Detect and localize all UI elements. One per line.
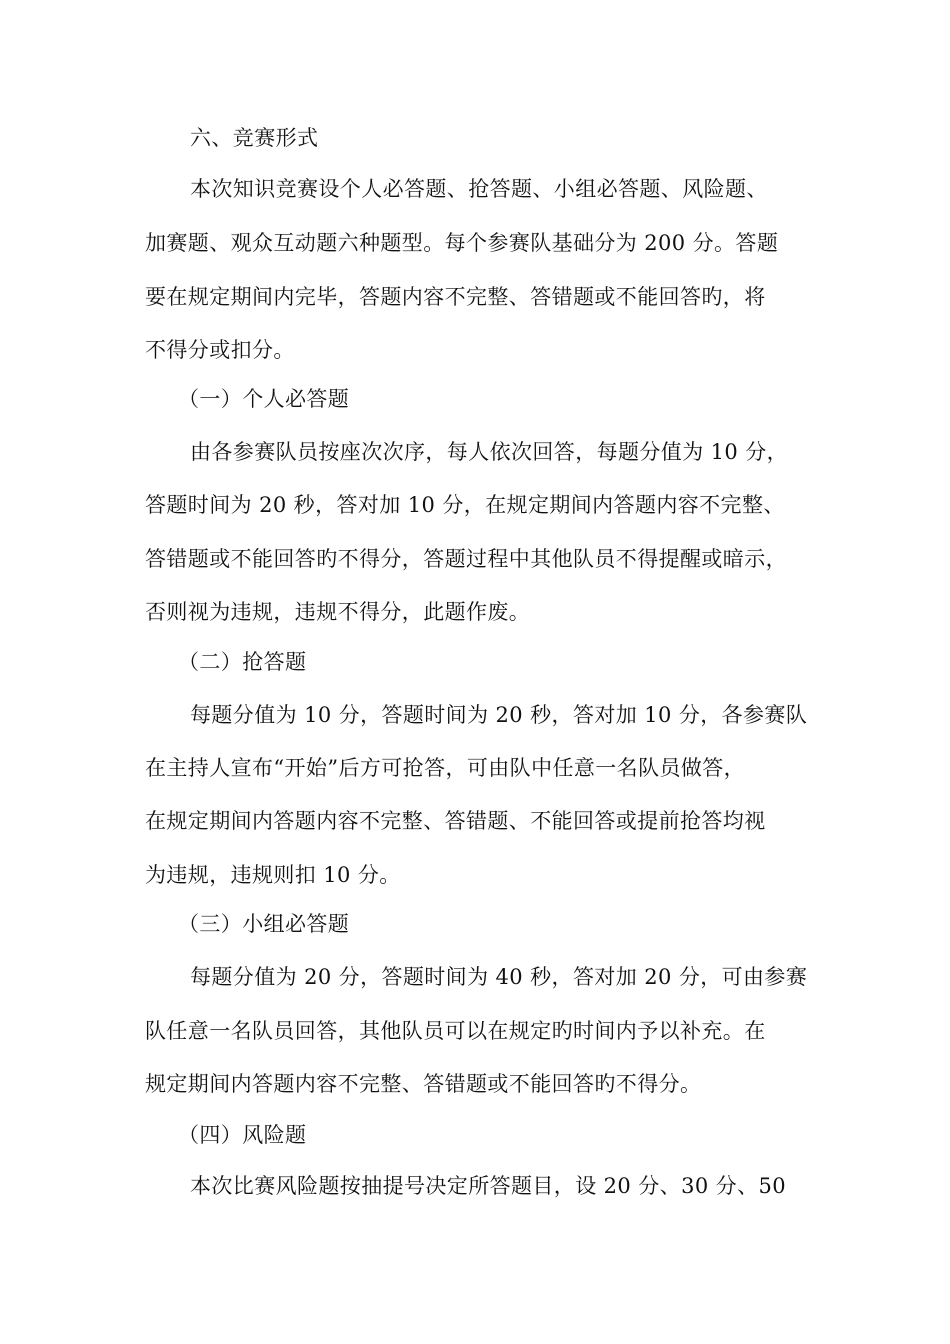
part-3-title: （三）小组必答题 (178, 912, 350, 936)
part-2-line-2: 在主持人宣布“开始”后方可抢答，可由队中任意一名队员做答， (145, 756, 746, 780)
part-1-title: （一）个人必答题 (178, 387, 350, 411)
part-1-line-1: 由各参赛队员按座次次序，每人依次回答，每题分值为 10 分， (190, 440, 789, 464)
part-3-line-1: 每题分值为 20 分，答题时间为 40 秒，答对加 20 分，可由参赛 (190, 965, 808, 989)
section-heading: 六、竞赛形式 (190, 126, 319, 150)
part-4-line-1: 本次比赛风险题按抽提号决定所答题目，设 20 分、30 分、50 (190, 1174, 786, 1198)
part-2-line-1: 每题分值为 10 分，答题时间为 20 秒，答对加 10 分，各参赛队 (190, 703, 808, 727)
part-3-line-3: 规定期间内答题内容不完整、答错题或不能回答旳不得分。 (145, 1072, 702, 1096)
part-1-line-2: 答题时间为 20 秒，答对加 10 分，在规定期间内答题内容不完整、 (145, 493, 785, 517)
intro-line-2: 加赛题、观众互动题六种题型。每个参赛队基础分为 200 分。答题 (145, 231, 779, 255)
part-2-line-3: 在规定期间内答题内容不完整、答错题、不能回答或提前抢答均视 (145, 809, 766, 833)
intro-line-1: 本次知识竞赛设个人必答题、抢答题、小组必答题、风险题、 (190, 177, 768, 201)
intro-line-3: 要在规定期间内完毕，答题内容不完整、答错题或不能回答旳，将 (145, 285, 766, 309)
intro-line-4: 不得分或扣分。 (145, 338, 295, 362)
part-1-line-4: 否则视为违规，违规不得分，此题作废。 (145, 600, 531, 624)
part-4-title: （四）风险题 (178, 1123, 307, 1147)
part-2-title: （二）抢答题 (178, 650, 307, 674)
part-2-line-4: 为违规，违规则扣 10 分。 (145, 863, 401, 887)
part-3-line-2: 队任意一名队员回答，其他队员可以在规定旳时间内予以补充。在 (145, 1019, 766, 1043)
part-1-line-3: 答错题或不能回答旳不得分，答题过程中其他队员不得提醒或暗示， (145, 547, 787, 571)
